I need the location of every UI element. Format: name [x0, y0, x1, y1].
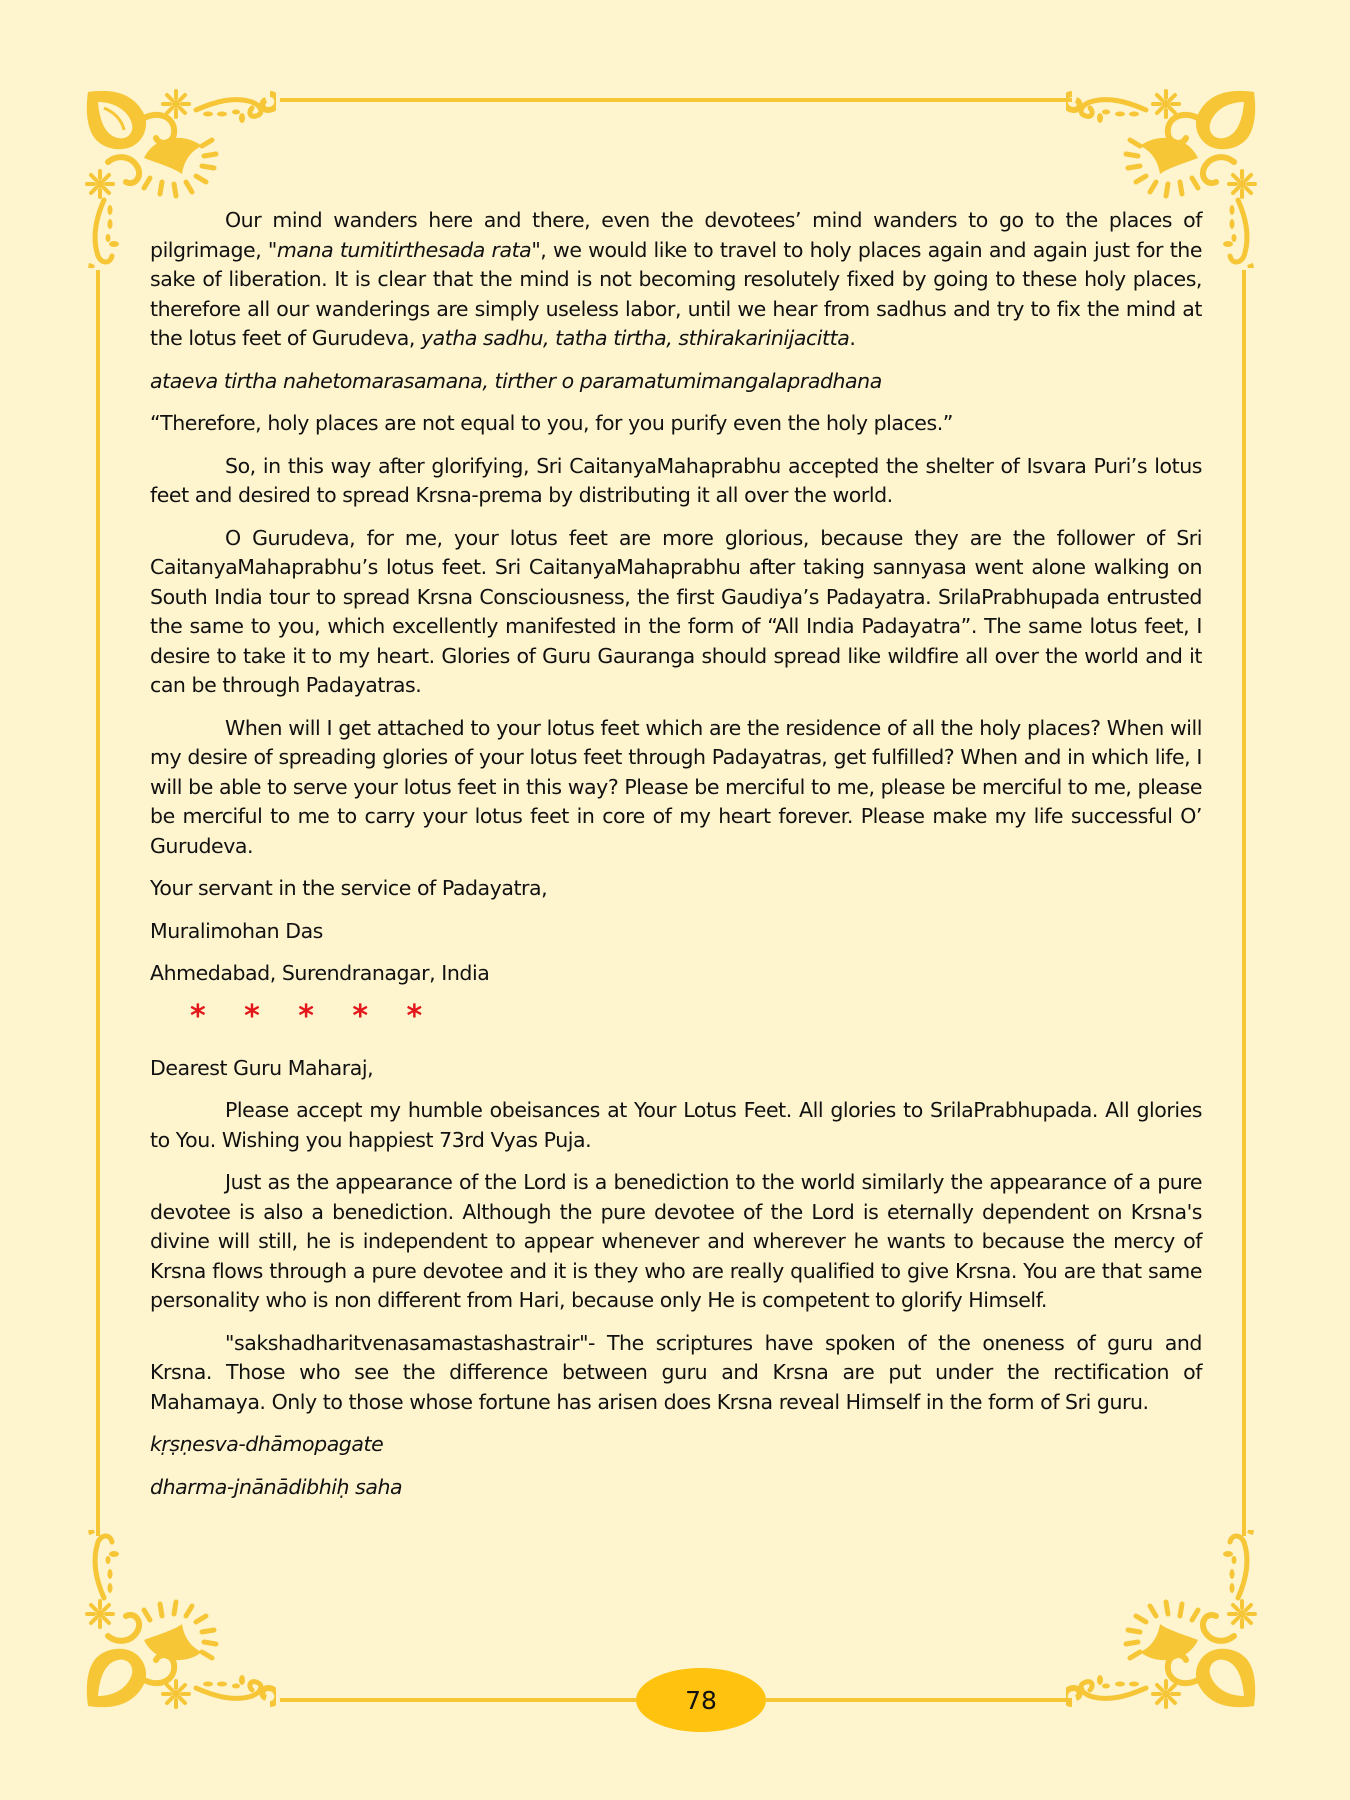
floral-corner-ornament-icon	[1066, 1530, 1258, 1710]
letter2-paragraph-1: Please accept my humble obeisances at Your Lotus Feet. All glories to SrilaPrabhupada. All glories to You. Wishing you happiest 73rd Vyas Puja.	[150, 1098, 1202, 1152]
frame-right-border	[1242, 270, 1246, 1536]
letter1-signature: Muralimohan Das	[150, 918, 323, 943]
letter2-salutation: Dearest Guru Maharaj,	[150, 1055, 374, 1080]
frame-bottom-border-right	[766, 1698, 1072, 1702]
frame-left-border	[96, 270, 100, 1536]
letter1-translation: “Therefore, holy places are not equal to you, for you purify even the holy places.”	[150, 411, 953, 435]
letter1-closing: Your servant in the service of Padayatra,	[150, 876, 548, 900]
verse-text: ataeva tirtha nahetomarasamana, tirther o paramatumimangalapradhana	[150, 368, 882, 393]
letter1-paragraph-2: So, in this way after glorifying, Sri CaitanyaMahaprabhu accepted the shelter of Isvara Puri’s lotus feet and desired to spread Krsna-prema by distributing it all over the world.	[150, 453, 1202, 507]
page-content	[150, 206, 1202, 1515]
p1-quote: "mana tumitirthesada rata	[267, 237, 532, 262]
page-number-badge	[636, 1668, 766, 1732]
letter1-verse	[150, 367, 1202, 397]
floral-corner-ornament-icon	[84, 1530, 276, 1710]
frame-bottom-border-left	[280, 1698, 636, 1702]
section-separator-asterisks: * * * * *	[190, 998, 437, 1034]
p1-text-a: Our mind wanders here and there, even the devotees’ mind wanders to go to the places of pilgrimage,	[150, 208, 1202, 262]
verse-line-1-text: kṛṣṇesva-dhāmopagate	[150, 1432, 384, 1456]
letter2-verse-line-1	[150, 1430, 1202, 1460]
p1-text-b: ", we would like to travel to holy places again and again just for the sake of liberation. It is clear that the mind is not becoming resolutely fixed by going to these holy places, therefore all our wanderings are simply useless labor, until we hear from sadhus and try to fix the mind at the lotus feet of Gurudeva,	[150, 237, 1202, 350]
p1-text-end: .	[849, 326, 856, 350]
p1-italic-end: yatha sadhu, tatha tirtha, sthirakarinijacitta	[420, 326, 850, 350]
letter2-paragraph-2: Just as the appearance of the Lord is a benediction to the world similarly the appearance of a pure devotee is also a benediction. Although the pure devotee of the Lord is eternally dependent on Krsna's divine will still, he is independent to appear whenever and wherever he wants to because the mercy of Krsna flows through a pure devotee and it is they who are really qualified to give Krsna. You are that same personality who is non different from Hari, because only He is competent to glorify Himself.	[150, 1170, 1202, 1312]
letter2-verse-line-2	[150, 1473, 1202, 1503]
letter1-paragraph-1	[150, 206, 1202, 354]
verse-line-2-text: dharma-jnānādibhiḥ saha	[150, 1474, 403, 1499]
letter2-paragraph-3: "sakshadharitvenasamastashastrair"- The scriptures have spoken of the oneness of guru and Krsna. Those who see the difference between guru and Krsna are put under the rectification of Mahamaya. Only to those whose fortune has arisen does Krsna reveal Himself in the form of Sri guru.	[150, 1330, 1202, 1414]
frame-top-border	[280, 98, 1072, 102]
page-number: 78	[685, 1685, 717, 1715]
letter1-location: Ahmedabad, Surendranagar, India	[150, 961, 490, 985]
letter1-paragraph-3: O Gurudeva, for me, your lotus feet are more glorious, because they are the follower of Sri CaitanyaMahaprabhu’s lotus feet. Sri CaitanyaMahaprabhu after taking sannyasa went alone walking on South India tour to spread Krsna Consciousness, the first Gaudiya’s Padayatra. SrilaPrabhupada entrusted the same to you, which excellently manifested in the form of “All India Padayatra”. The same lotus feet, I desire to take it to my heart. Glories of Guru Gauranga should spread like wildfire all over the world and it can be through Padayatras.	[150, 525, 1202, 697]
letter1-paragraph-4: When will I get attached to your lotus feet which are the residence of all the holy places? When will my desire of spreading glories of your lotus feet through Padayatras, get fulfilled? When and in which life, I will be able to serve your lotus feet in this way? Please be merciful to me, please be merciful to me, please be merciful to me to carry your lotus feet in core of my heart forever. Please make my life successful O’ Gurudeva.	[150, 715, 1202, 858]
